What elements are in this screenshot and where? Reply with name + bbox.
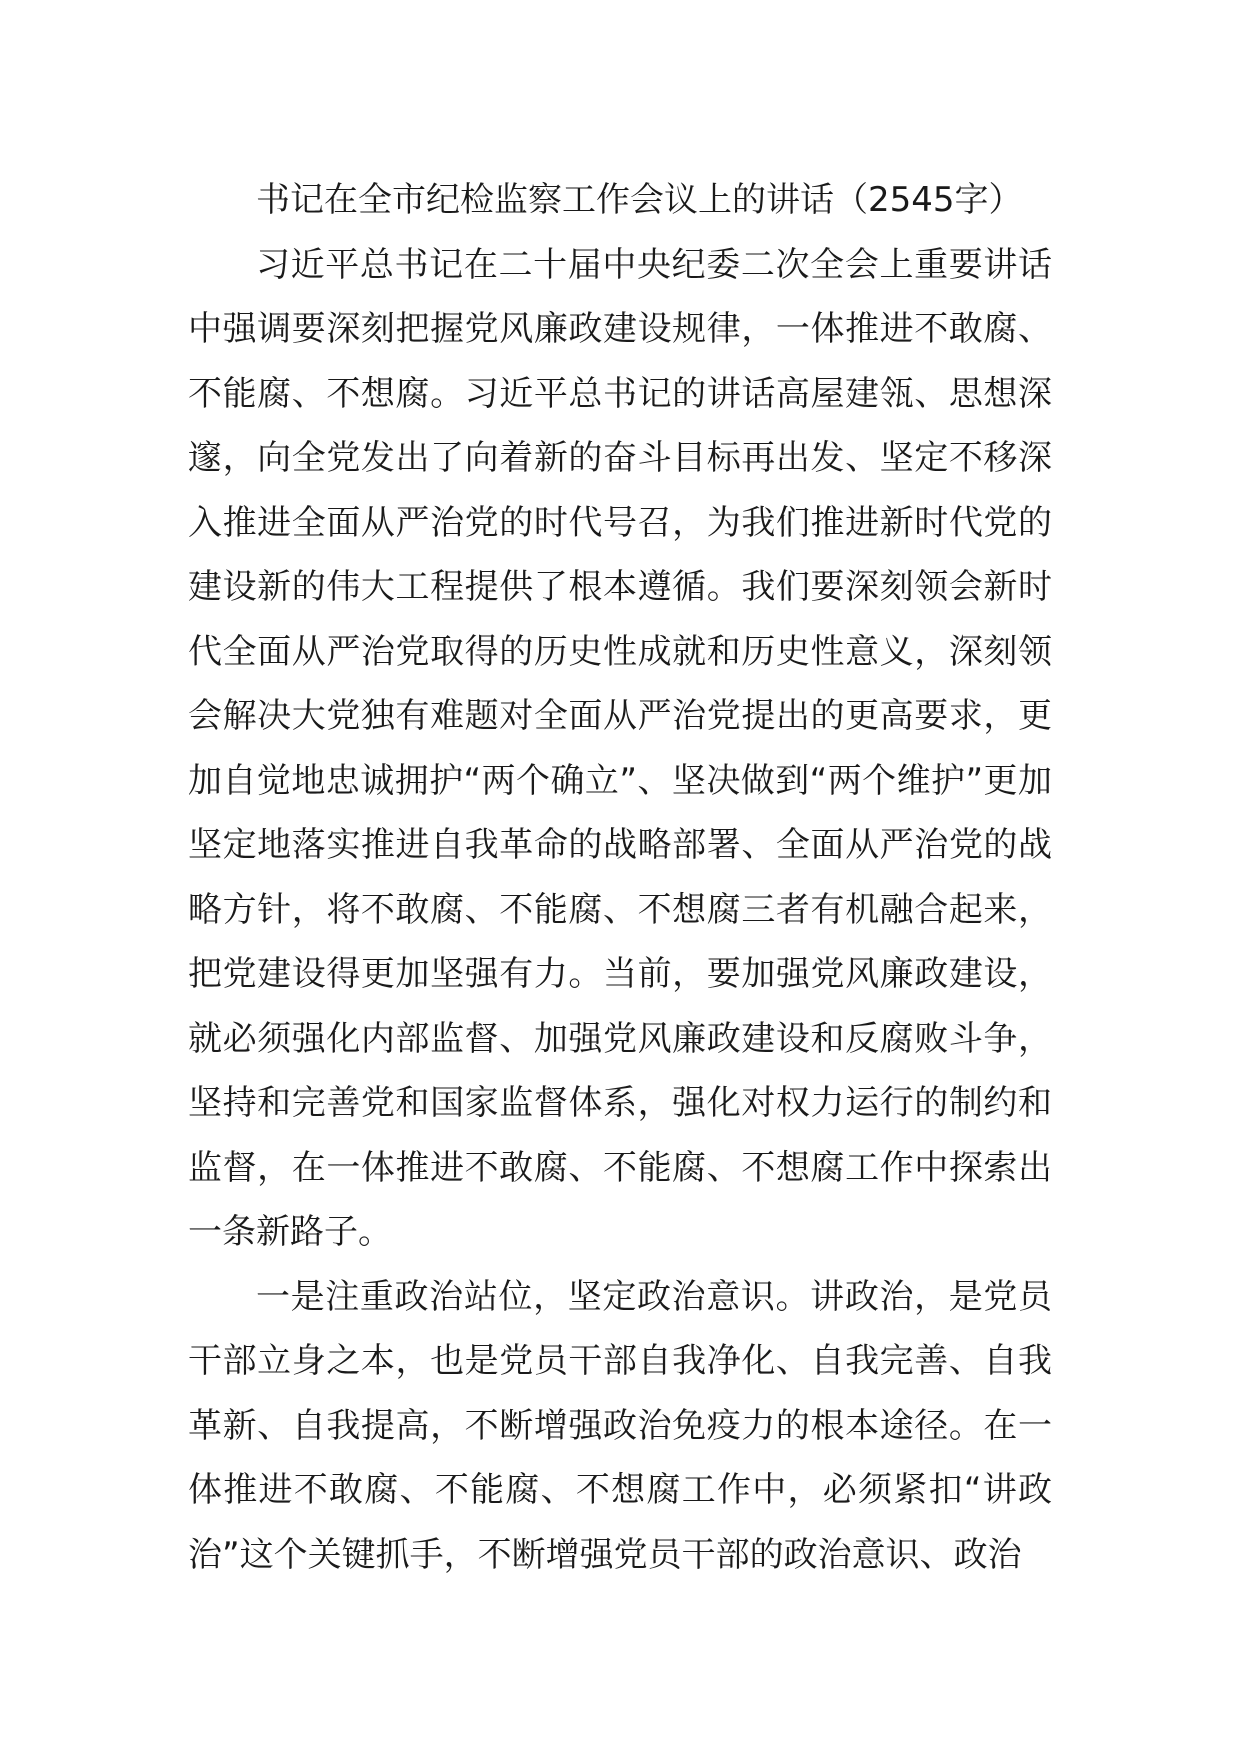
paragraph-point-one: 一是注重政治站位，坚定政治意识。讲政治，是党员干部立身之本，也是党员干部自我净化、自我完善、自我革新、自我提高，不断增强政治免疫力的根本途径。在一体推进不敢腐、不能腐、不想腐工作中，必须紧扣“讲政治”这个关键抓手，不断增强党员干部的政治意识、政治 [188,1276,1052,1575]
document-body [188,168,1052,1587]
document-title: 书记在全市纪检监察工作会议上的讲话（2545字） [256,180,1023,220]
paragraph-intro: 习近平总书记在二十届中央纪委二次全会上重要讲话中强调要深刻把握党风廉政建设规律，一体推进不敢腐、不能腐、不想腐。习近平总书记的讲话高屋建瓴、思想深邃，向全党发出了向着新的奋斗目标再出发、坚定不移深入推进全面从严治党的时代号召，为我们推进新时代党的建设新的伟大工程提供了根本遵循。我们要深刻领会新时代全面从严治党取得的历史性成就和历史性意义，深刻领会解决大党独有难题对全面从严治党提出的更高要求，更加自觉地忠诚拥护“两个确立”、坚决做到“两个维护”更加坚定地落实推进自我革命的战略部署、全面从严治党的战略方针，将不敢腐、不能腐、不想腐三者有机融合起来，把党建设得更加坚强有力。当前，要加强党风廉政建设，就必须强化内部监督、加强党风廉政建设和反腐败斗争，坚持和完善党和国家监督体系，强化对权力运行的制约和监督，在一体推进不敢腐、不能腐、不想腐工作中探索出一条新路子。 [188,244,1052,1252]
